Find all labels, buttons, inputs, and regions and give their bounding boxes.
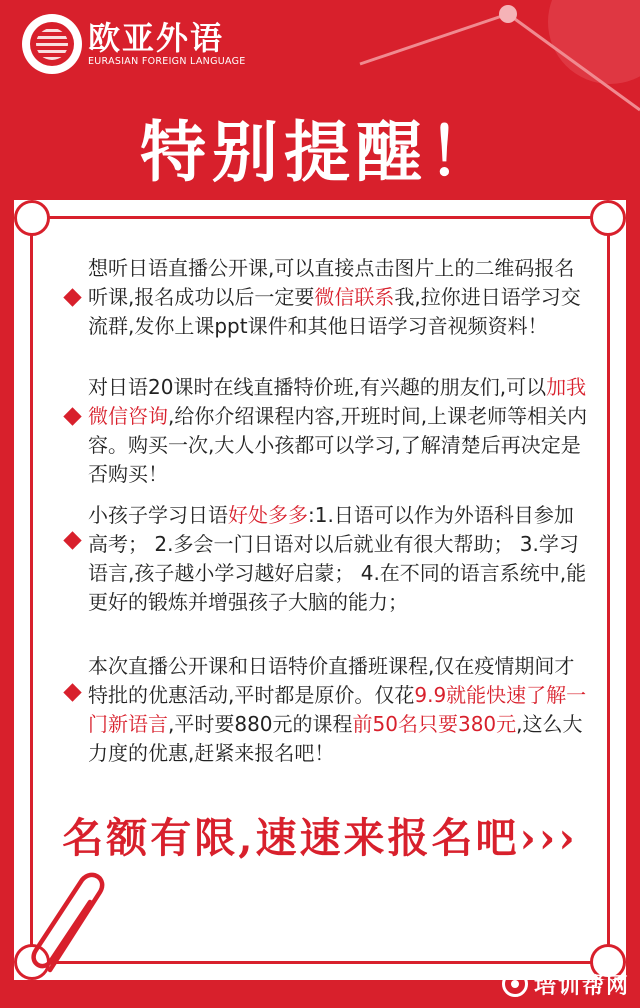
corner-decoration bbox=[14, 200, 50, 236]
corner-decoration bbox=[590, 200, 626, 236]
brand-name-cn: 欧亚外语 bbox=[88, 19, 225, 57]
highlight-text: 好处多多 bbox=[228, 503, 308, 527]
highlight-text: 前50名只要380元 bbox=[352, 712, 517, 736]
footer-logo-icon bbox=[502, 971, 528, 997]
footer-watermark-text: 培训帮网 bbox=[533, 973, 630, 999]
notice-paragraph-2: 对日语20课时在线直播特价班,有兴趣的朋友们,可以加我微信咨询,给你介绍课程内容,开班时间,上课老师等相关内容。购买一次,大人小孩都可以学习,了解清楚后再决定是否购买！ bbox=[88, 375, 588, 486]
logo-globe-icon bbox=[22, 14, 82, 74]
notice-paragraph-4: 本次直播公开课和日语特价直播班课程,仅在疫情期间才特批的优惠活动,平时都是原价。仅花9.9就能快速了解一门新语言,平时要880元的课程前50名只要380元,这么大力度的优惠,赶紧来报名吧！ bbox=[88, 654, 587, 765]
notice-paragraph-3: 小孩子学习日语好处多多:1.日语可以作为外语科目参加高考； 2.多会一门日语对以后就业有很大帮助； 3.学习语言,孩子越小学习越好启蒙； 4.在不同的语言系统中,能更好的锻炼并增强孩子大脑的能力； bbox=[88, 503, 587, 614]
highlight-text: 加我微信咨询 bbox=[88, 375, 587, 428]
brand-name-en: EURASIAN FOREIGN LANGUAGE bbox=[88, 56, 246, 67]
footer-watermark bbox=[502, 968, 630, 1000]
highlight-text: 微信联系 bbox=[314, 285, 395, 309]
page-headline: 特别提醒！ bbox=[140, 113, 500, 191]
paperclip-icon bbox=[20, 862, 110, 982]
call-to-action: 名额有限,速速来报名吧››› bbox=[62, 814, 578, 862]
notice-paragraph-1: 想听日语直播公开课,可以直接点击图片上的二维码报名听课,报名成功以后一定要微信联系我,拉你进日语学习交流群,发你上课ppt课件和其他日语学习音视频资料！ bbox=[88, 256, 581, 338]
highlight-text: 9.9就能快速了解一门新语言 bbox=[88, 683, 587, 736]
brand-logo bbox=[22, 14, 252, 74]
